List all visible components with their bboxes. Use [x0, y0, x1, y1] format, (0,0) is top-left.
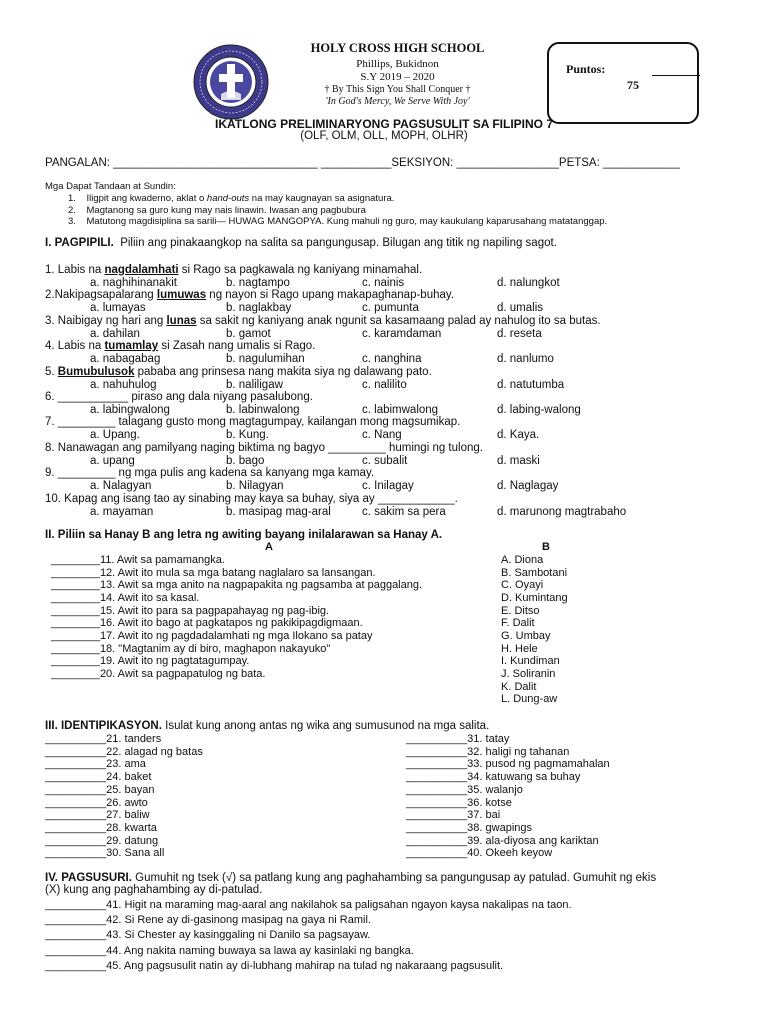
keyword: lunas — [166, 314, 197, 327]
school-location: Phillips, Bukidnon — [356, 58, 439, 70]
choice[interactable]: b. naliligaw — [226, 378, 283, 391]
keyword: lumuwas — [156, 289, 207, 302]
analysis-item: __________43. Si Chester ay kasinggaling ni Danilo sa pagsayaw. — [45, 929, 371, 942]
choice[interactable]: c. Inilagay — [362, 480, 414, 493]
column-b-item: L. Dung-aw — [501, 693, 558, 706]
column-b-item: D. Kumintang — [501, 591, 568, 604]
exam-title: IKATLONG PRELIMINARYONG PAGSUSULIT SA FILIPINO 7 — [214, 117, 553, 131]
column-b-item: A. Diona — [501, 554, 544, 566]
choice[interactable]: c. subalit — [362, 454, 408, 467]
question-2: 2.Nakipagsapalarang lumuwas ng nayon si Rago upang makapaghanap-buhay. — [45, 289, 454, 302]
choice[interactable]: c. nanghina — [362, 353, 422, 366]
choice[interactable]: a. Nalagyan — [90, 480, 152, 493]
choice[interactable]: d. nalungkot — [497, 277, 560, 289]
part2-heading: II. Piliin sa Hanay B ang letra ng awiting bayang inilalarawan sa Hanay A. — [45, 529, 443, 541]
question-1: 1. Labis na nagdalamhati si Rago sa pagkawala ng kaniyang minamahal. — [45, 264, 423, 276]
choice[interactable]: d. umalis — [497, 302, 544, 315]
choice[interactable]: b. naglakbay — [226, 302, 292, 315]
score-value: 75 — [627, 78, 639, 92]
analysis-item: __________44. Ang nakita naming buwaya sa lawa ay kasinlaki ng bangka. — [45, 944, 414, 957]
choice[interactable]: a. upang — [90, 454, 135, 467]
choice[interactable]: b. labinwalong — [226, 404, 300, 416]
choice[interactable]: a. mayaman — [90, 505, 154, 518]
analysis-item: __________41. Higit na maraming mag-aaral ang nakilahok sa paligsahan ngayon kaysa nakalipas na taon. — [45, 899, 572, 911]
keyword: nagdalamhati — [104, 264, 179, 276]
question-3: 3. Naibigay ng hari ang lunas sa sakit ng kaniyang anak ngunit sa kasamaang palad ay nahulog ito sa butas. — [45, 314, 601, 327]
choice[interactable]: c. karamdaman — [362, 327, 442, 340]
question-10: 10. Kapag ang isang tao ay sinabing may kaya sa buhay, siya ay ____________. — [45, 492, 458, 505]
choice[interactable]: c. labimwalong — [362, 404, 439, 416]
choice[interactable]: c. nalilito — [362, 378, 407, 391]
column-b-item: I. Kundiman — [501, 655, 560, 668]
identification-item: __________33. pusod ng pagmamahalan — [406, 758, 610, 771]
column-b-item: F. Dalit — [501, 617, 535, 630]
choice[interactable]: b. bago — [226, 454, 265, 467]
identification-item: __________31. tatay — [406, 733, 510, 745]
choice[interactable]: a. dahilan — [90, 327, 140, 340]
school-logo — [193, 44, 269, 120]
analysis-item: __________42. Si Rene ay di-gasinong masipag na gaya ni Ramil. — [45, 914, 371, 927]
keyword: tumamlay — [104, 340, 159, 353]
choice[interactable]: a. nabagabag — [90, 353, 161, 366]
choice[interactable]: c. sakim sa pera — [362, 505, 446, 518]
column-b-item: C. Oyayi — [501, 579, 544, 592]
question-9: 9. _________ ng mga pulis ang kadena sa kanyang mga kamay. — [45, 467, 375, 480]
score-label: Puntos: — [566, 62, 606, 76]
student-info-line[interactable]: PANGALAN: ________________________________ ___________SEKSIYON: ________________PETSA: ____________ — [45, 157, 680, 169]
identification-item: __________28. kwarta — [45, 821, 157, 834]
column-a-label: A — [265, 541, 273, 553]
column-b-item: J. Soliranin — [501, 667, 556, 680]
reminder-1: 1. Iligpit ang kwaderno, aklat o hand-outs na may kaugnayan sa asignatura. — [68, 193, 395, 204]
column-a-item: ________19. Awit ito ng pagtatagumpay. — [51, 655, 250, 668]
choice[interactable]: a. lumayas — [90, 302, 146, 315]
identification-item: __________21. tanders — [45, 733, 162, 745]
score-box — [547, 42, 699, 124]
identification-item: __________38. gwapings — [406, 821, 533, 834]
school-name: HOLY CROSS HIGH SCHOOL — [310, 41, 485, 55]
column-a-item: ________12. Awit ito mula sa mga batang naglalaro sa lansangan. — [51, 566, 376, 579]
choice[interactable]: b. Nilagyan — [226, 480, 284, 493]
choice[interactable]: b. gamot — [226, 327, 271, 340]
question-6: 6. ___________ piraso ang dala niyang pasalubong. — [45, 391, 313, 403]
column-b-item: B. Sambotani — [501, 566, 568, 579]
exam-subtitle: (OLF, OLM, OLL, MOPH, OLHR) — [300, 130, 468, 142]
part4-heading-line: IV. PAGSUSURI. Gumuhit ng tsek (√) sa patlang kung ang paghahambing sa pangungusap ay patulad. Gumuhit ng ekis — [45, 872, 657, 884]
choice[interactable]: c. nainis — [362, 277, 405, 289]
school-motto-1: † By This Sign You Shall Conquer † — [324, 84, 471, 95]
column-a-item: ________17. Awit ito ng pagdadalamhati ng mga Ilokano sa patay — [51, 629, 373, 642]
choice[interactable]: d. natutumba — [497, 378, 565, 391]
choice[interactable]: b. Kung. — [226, 429, 269, 442]
identification-item: __________37. bai — [406, 809, 501, 822]
choice[interactable]: a. nahuhulog — [90, 378, 157, 391]
part3-heading-line: III. IDENTIPIKASYON. Isulat kung anong antas ng wika ang sumusunod na mga salita. — [45, 720, 490, 732]
keyword: Bumubulusok — [57, 365, 135, 378]
identification-item: __________27. baliw — [45, 809, 150, 822]
question-7: 7. _________ talagang gusto mong magtagumpay, kailangan mong magsumikap. — [45, 416, 461, 429]
choice[interactable]: a. Upang. — [90, 429, 140, 442]
identification-item: __________30. Sana all — [45, 847, 165, 860]
identification-item: __________39. ala-diyosa ang kariktan — [406, 834, 599, 847]
school-year: S.Y 2019 – 2020 — [360, 71, 435, 83]
choice[interactable]: d. marunong magtrabaho — [497, 505, 627, 518]
column-b-item: K. Dalit — [501, 680, 537, 693]
identification-item: __________25. bayan — [45, 783, 155, 796]
choice[interactable]: a. labingwalong — [90, 404, 170, 416]
choice[interactable]: b. nagulumihan — [226, 353, 305, 366]
part4-instruction-2: (X) kung ang paghahambing ay di-patulad. — [45, 884, 263, 896]
identification-item: __________34. katuwang sa buhay — [406, 771, 581, 784]
part1-heading-line: I. PAGPIPILI. Piliin ang pinakaangkop na salita sa pangungusap. Bilugan ang titik ng napiling sagot. — [45, 237, 557, 249]
choice[interactable]: d. Naglagay — [497, 480, 559, 493]
column-b-item: G. Umbay — [501, 629, 551, 642]
choice[interactable]: c. pumunta — [362, 302, 419, 315]
choice[interactable]: c. Nang — [362, 429, 402, 442]
choice[interactable]: a. naghihinanakit — [90, 277, 177, 289]
identification-item: __________26. awto — [45, 796, 148, 809]
identification-item: __________24. baket — [45, 771, 152, 784]
column-a-item: ________15. Awit ito para sa pagpapahayag ng pag-ibig. — [51, 604, 330, 617]
column-b-label: B — [542, 541, 550, 553]
identification-item: __________23. ama — [45, 758, 146, 771]
question-8: 8. Nanawagan ang pamilyang naging biktima ng bagyo _________ humingi ng tulong. — [45, 441, 483, 454]
score-line — [652, 75, 700, 76]
choice[interactable]: d. nanlumo — [497, 353, 554, 366]
reminders-heading: Mga Dapat Tandaan at Sundin: — [45, 181, 176, 192]
identification-item: __________40. Okeeh keyow — [406, 847, 553, 860]
column-b-item: H. Hele — [501, 642, 538, 655]
choice[interactable]: d. labing-walong — [497, 404, 581, 416]
column-a-item: ________20. Awit sa pagpapatulog ng bata. — [51, 667, 266, 680]
question-5: 5. Bumubulusok pababa ang prinsesa nang makita siya ng dalawang pato. — [45, 365, 432, 378]
identification-item: __________22. alagad ng batas — [45, 745, 203, 758]
choice[interactable]: d. reseta — [497, 327, 542, 340]
column-a-item: ________14. Awit ito sa kasal. — [51, 591, 200, 604]
choice[interactable]: d. maski — [497, 454, 540, 467]
reminder-2: 2. Magtanong sa guro kung may nais linawin. Iwasan ang pagbubura — [68, 205, 366, 216]
choice[interactable]: d. Kaya. — [497, 429, 540, 442]
identification-item: __________35. walanjo — [406, 783, 523, 796]
question-4: 4. Labis na tumamlay si Zasah nang umalis si Rago. — [45, 340, 316, 353]
identification-item: __________29. datung — [45, 834, 159, 847]
column-a-item: ________16. Awit ito bago at pagkatapos ng pakikipagdigmaan. — [51, 617, 363, 630]
choice[interactable]: b. masipag mag-aral — [226, 505, 331, 518]
school-motto-2: 'In God's Mercy, We Serve With Joy' — [325, 96, 470, 107]
column-a-item: ________18. "Magtanim ay di biro, maghapon nakayuko" — [51, 642, 331, 655]
column-a-item: ________13. Awit sa mga anito na nagpapakita ng pagsamba at paggalang. — [51, 579, 423, 592]
column-b-item: E. Ditso — [501, 604, 540, 617]
analysis-item: __________45. Ang pagsusulit natin ay di-lubhang mahirap na tulad ng nakaraang pagsusulit. — [45, 959, 504, 972]
choice[interactable]: b. nagtampo — [226, 277, 290, 289]
identification-item: __________32. haligi ng tahanan — [406, 745, 570, 758]
identification-item: __________36. kotse — [406, 796, 512, 809]
reminder-3: 3. Matutong magdisiplina sa sarili— HUWAG MANGOPYA. Kung mahuli ng guro, may kaukulang kaparusahang matatanggap. — [68, 216, 608, 227]
column-a-item: ________11. Awit sa pamamangka. — [51, 554, 225, 566]
